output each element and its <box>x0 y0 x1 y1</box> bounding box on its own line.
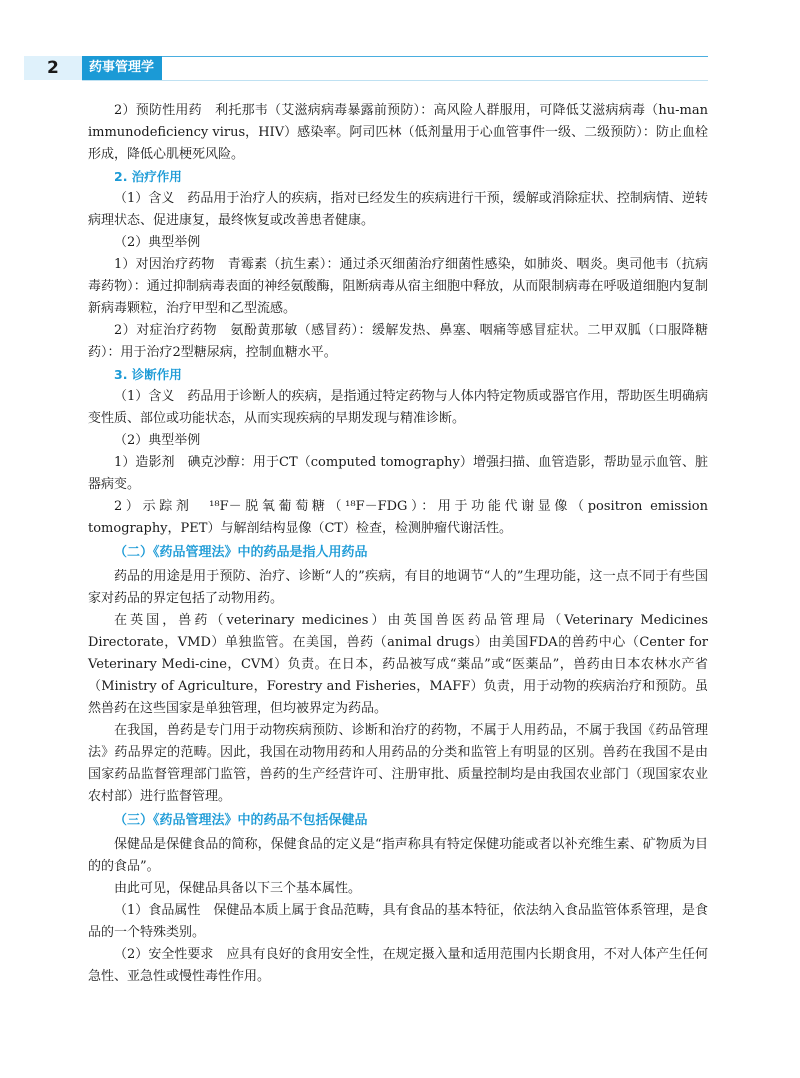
paragraph: 1）造影剂 碘克沙醇：用于CT（computed tomography）增强扫描、血管造影，帮助显示血管、脏器病变。 <box>88 455 708 492</box>
paragraph: 药品的用途是用于预防、治疗、诊断“人的”疾病，有目的地调节“人的”生理功能，这一点不同于有些国家对药品的界定包括了动物用药。 <box>88 569 708 606</box>
subheading-diagnosis: 3. 诊断作用 <box>114 367 182 382</box>
section-heading-health-products: （三）《药品管理法》中的药品不包括保健品 <box>114 813 368 828</box>
section-heading-human-drugs: （二）《药品管理法》中的药品是指人用药品 <box>114 545 368 560</box>
paragraph: 由此可见，保健品具备以下三个基本属性。 <box>114 881 362 896</box>
paragraph: （2）典型举例 <box>114 433 201 448</box>
paragraph: （2）典型举例 <box>114 235 201 250</box>
paragraph: （1）含义 药品用于诊断人的疾病，是指通过特定药物与人体内特定物质或器官作用，帮助医生明确病变性质、部位或功能状态，从而实现疾病的早期发现与精准诊断。 <box>88 389 708 426</box>
paragraph: 2）示踪剂 ¹⁸F－脱氧葡萄糖（¹⁸F－FDG）：用于功能代谢显像（positron emission tomography，PET）与解剖结构显像（CT）检查，检测肿瘤代谢活性。 <box>88 499 708 536</box>
paragraph: 2）预防性用药 利托那韦（艾滋病病毒暴露前预防）：高风险人群服用，可降低艾滋病病毒（hu-man immunodeficiency virus，HIV）感染率。阿司匹林（低剂量用于心血管事件一级、二级预防）：防止血栓形成，降低心肌梗死风险。 <box>88 103 708 162</box>
paragraph: 保健品是保健食品的简称，保健食品的定义是“指声称具有特定保健功能或者以补充维生素、矿物质为目的的食品”。 <box>88 837 708 874</box>
page-body <box>88 100 708 988</box>
paragraph: 1）对因治疗药物 青霉素（抗生素）：通过杀灭细菌治疗细菌性感染，如肺炎、咽炎。奥司他韦（抗病毒药物）：通过抑制病毒表面的神经氨酸酶，阻断病毒从宿主细胞中释放，从而限制病毒在呼吸道细胞内复制新病毒颗粒，治疗甲型和乙型流感。 <box>88 257 708 316</box>
paragraph: （2）安全性要求 应具有良好的食用安全性，在规定摄入量和适用范围内长期食用，不对人体产生任何急性、亚急性或慢性毒性作用。 <box>88 947 708 984</box>
subheading-treatment: 2. 治疗作用 <box>114 169 182 184</box>
page-number: 2 <box>47 58 59 78</box>
book-title: 药事管理学 <box>89 60 155 75</box>
paragraph: （1）食品属性 保健品本质上属于食品范畴，具有食品的基本特征，依法纳入食品监管体系管理，是食品的一个特殊类别。 <box>88 903 708 940</box>
header-rule-top <box>162 56 708 57</box>
paragraph: 2）对症治疗药物 氨酚黄那敏（感冒药）：缓解发热、鼻塞、咽痛等感冒症状。二甲双胍（口服降糖药）：用于治疗2型糖尿病，控制血糖水平。 <box>88 323 708 360</box>
header-rule-bottom <box>82 80 708 81</box>
paragraph: 在我国，兽药是专门用于动物疾病预防、诊断和治疗的药物，不属于人用药品，不属于我国《药品管理法》药品界定的范畴。因此，我国在动物用药和人用药品的分类和监管上有明显的区别。兽药在我国不是由国家药品监督管理部门监管，兽药的生产经营许可、注册审批、质量控制均是由我国农业部门（现国家农业农村部）进行监督管理。 <box>88 723 708 804</box>
paragraph: 在英国，兽药（veterinary medicines）由英国兽医药品管理局（Veterinary Medicines Directorate，VMD）单独监管。在美国，兽药（animal drugs）由美国FDA的兽药中心（Center for Veterinary Medi-cine，CVM）负责。在日本，药品被写成“薬品”或“医薬品”，兽药由日本农林水产省（Ministry of Agriculture，Forestry and Fisheries，MAFF）负责，用于动物的疾病治疗和预防。虽然兽药在这些国家是单独管理，但均被界定为药品。 <box>88 613 708 716</box>
page-header <box>0 0 800 86</box>
paragraph: （1）含义 药品用于治疗人的疾病，指对已经发生的疾病进行干预，缓解或消除症状、控制病情、逆转病理状态、促进康复，最终恢复或改善患者健康。 <box>88 191 708 228</box>
